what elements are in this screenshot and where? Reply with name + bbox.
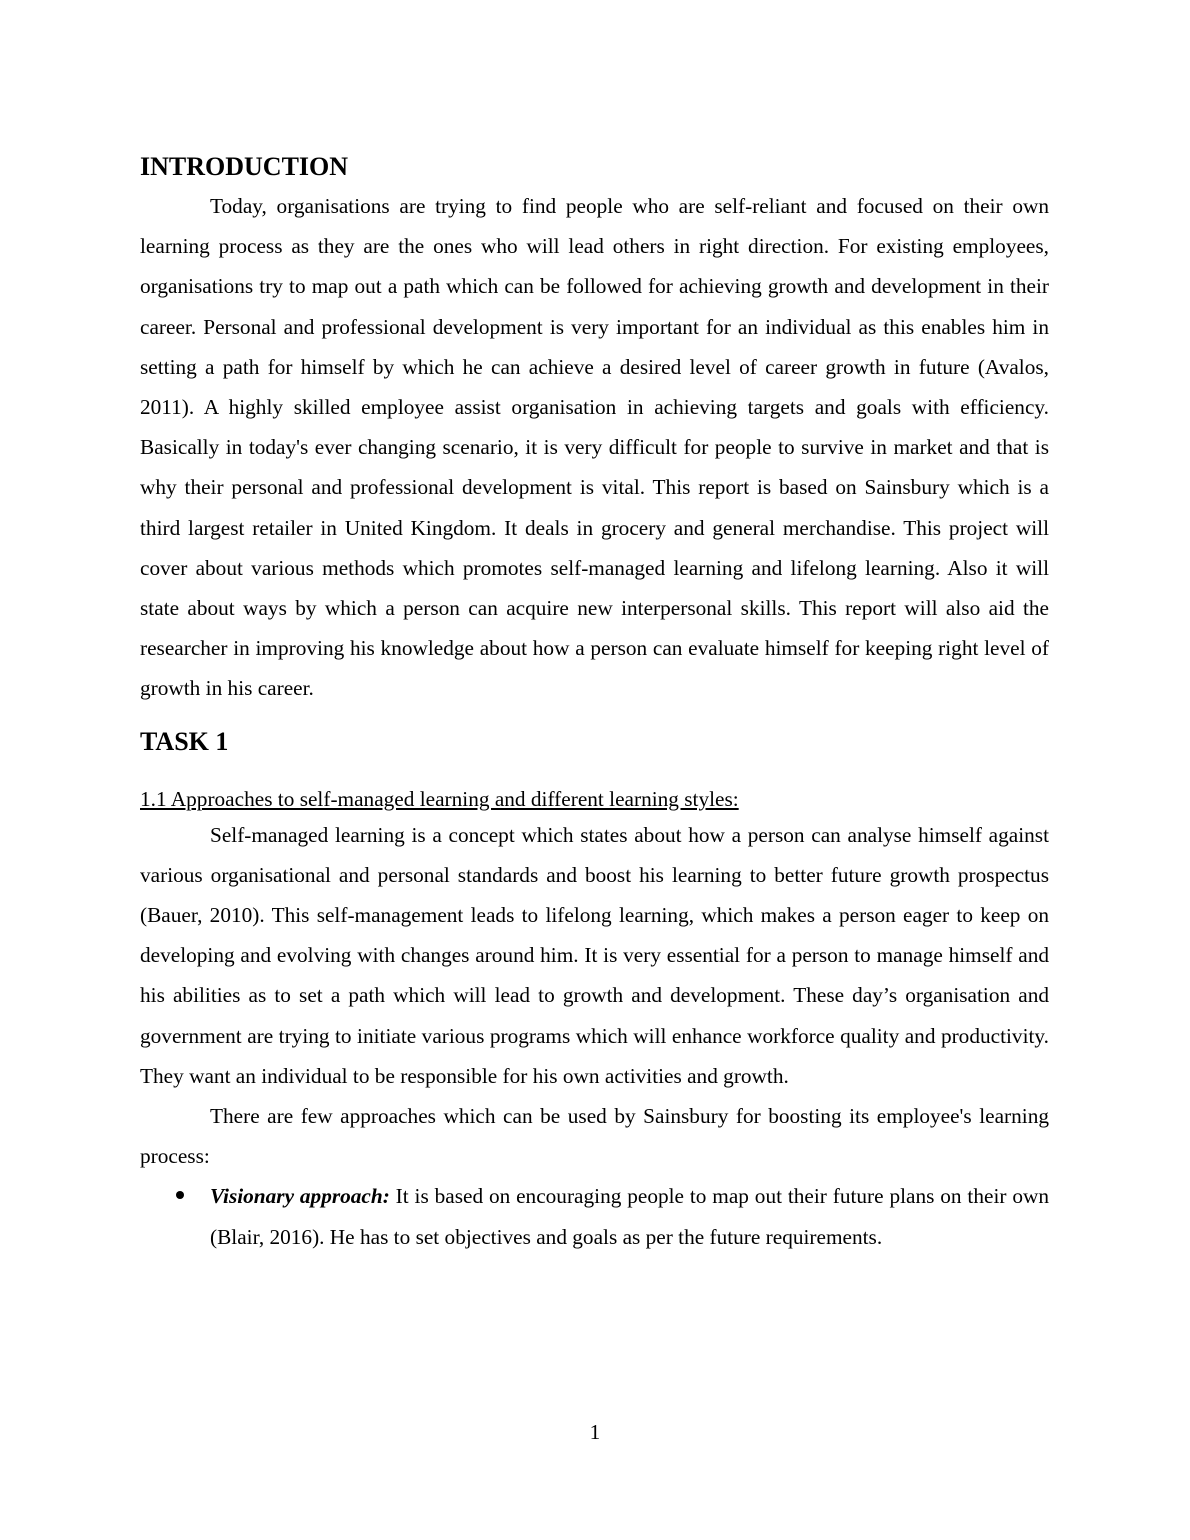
self-managed-learning-paragraph: Self-managed learning is a concept which states about how a person can analyse himself against various organisational and personal standards and boost his learning to better future growth prospectus (Bauer, 2010). This self-management leads to lifelong learning, which makes a person eager to keep on developing and evolving with changes around him. It is very essential for a person to manage himself and his abilities as to set a path which will lead to growth and development. These day’s organisation and government are trying to initiate various programs which will enhance workforce quality and productivity. They want an individual to be responsible for his own activities and growth. <box>140 822 1049 1088</box>
bullet-text: It is based on encouraging people to map out their future plans on their own (Blair, 2016). He has to set objectives and goals as per the future requirements. <box>210 1184 1049 1249</box>
bullet-term: Visionary approach: <box>210 1184 390 1209</box>
page-content <box>140 150 1049 1257</box>
list-item <box>140 1176 1049 1256</box>
bullet-icon <box>176 1191 184 1199</box>
task-1-heading: TASK 1 <box>140 726 229 756</box>
introduction-heading: INTRODUCTION <box>140 152 349 181</box>
section-1-1-subheading: 1.1 Approaches to self-managed learning and different learning styles: <box>140 786 739 811</box>
approaches-bullet-list <box>140 1176 1049 1256</box>
page-number: 1 <box>589 1420 601 1444</box>
introduction-paragraph: Today, organisations are trying to find people who are self-reliant and focused on their own learning process as they are the ones who will lead others in right direction. For existing employees, organisations try to map out a path which can be followed for achieving growth and development in their career. Personal and professional development is very important for an individual as this enables him in setting a path for himself by which he can achieve a desired level of career growth in future (Avalos, 2011). A highly skilled employee assist organisation in achieving targets and goals with efficiency. Basically in today's ever changing scenario, it is very difficult for people to survive in market and that is why their personal and professional development is vital. This report is based on Sainsbury which is a third largest retailer in United Kingdom. It deals in grocery and general merchandise. This project will cover about various methods which promotes self-managed learning and lifelong learning. Also it will state about ways by which a person can acquire new interpersonal skills. This report will also aid the researcher in improving his knowledge about how a person can evaluate himself for keeping right level of growth in his career. <box>140 194 1049 701</box>
approaches-intro-paragraph: There are few approaches which can be used by Sainsbury for boosting its employee's learning process: <box>140 1104 1049 1169</box>
